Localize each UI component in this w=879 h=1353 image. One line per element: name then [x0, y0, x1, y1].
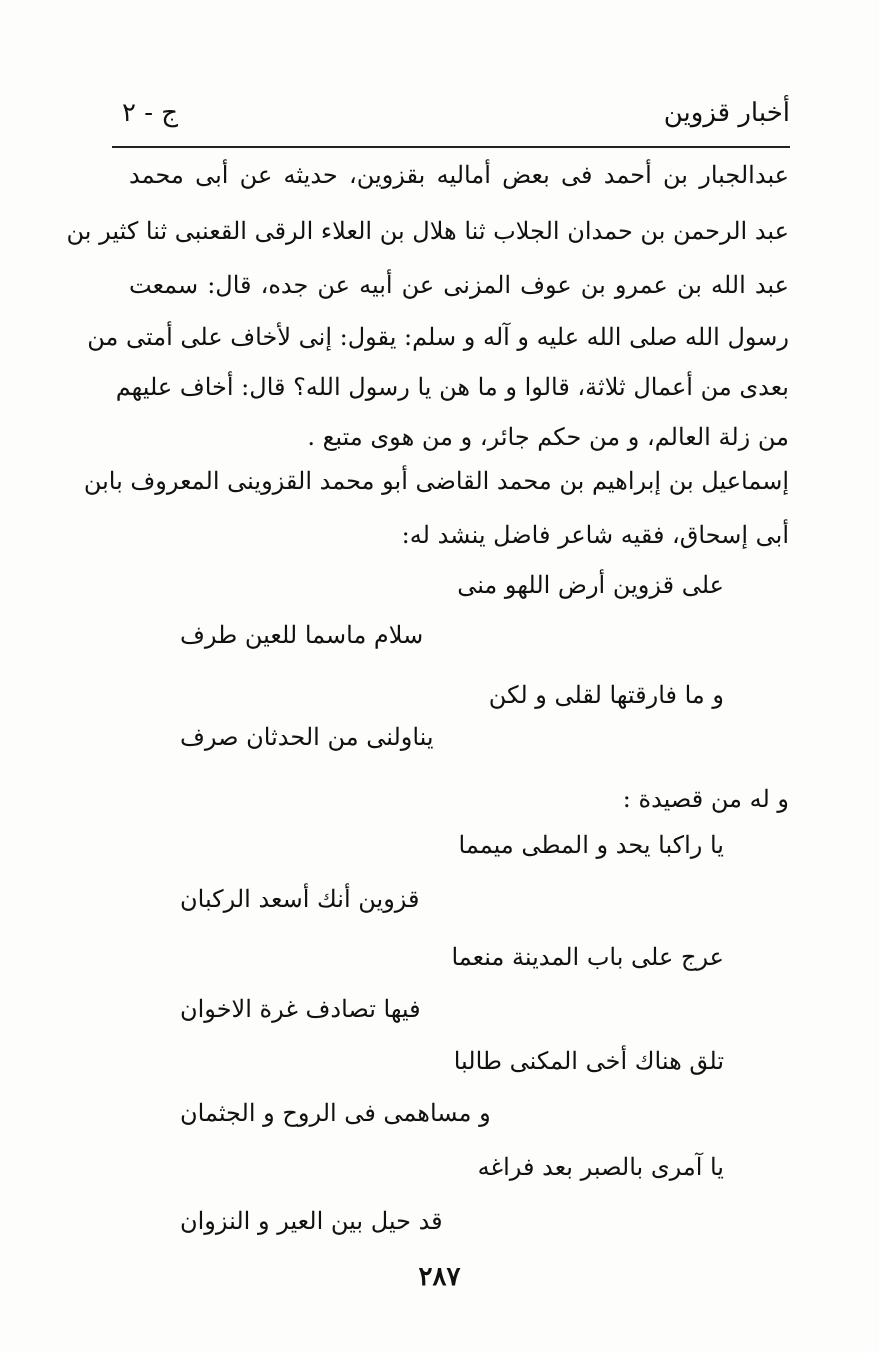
- running-header: [112, 92, 790, 138]
- verse-hemistich: قد حيل بين العير و النزوان: [180, 1207, 443, 1235]
- verse-hemistich: و ما فارقتها لقلى و لكن: [488, 681, 724, 709]
- verse-hemistich: تلق هناك أخى المكنى طالبا: [453, 1047, 724, 1075]
- poem-introduction: و له من قصيدة :: [622, 785, 789, 813]
- page-number: ٢٨٧: [418, 1262, 461, 1292]
- text-line: رسول الله صلى الله عليه و آله و سلم: يقول: إنى لأخاف على أمتى من: [87, 323, 789, 351]
- header-divider: [112, 146, 790, 148]
- text-line: بعدى من أعمال ثلاثة، قالوا و ما هن يا رسول الله؟ قال: أخاف عليهم: [115, 373, 789, 401]
- verse-hemistich: فيها تصادف غرة الاخوان: [180, 995, 421, 1023]
- text-line: عبد الرحمن بن حمدان الجلاب ثنا هلال بن العلاء الرقى القعنبى ثنا كثير بن: [66, 217, 789, 245]
- verse-hemistich: قزوين أنك أسعد الركبان: [180, 885, 420, 913]
- text-line: عبد الله بن عمرو بن عوف المزنى عن أبيه عن جده، قال: سمعت: [129, 271, 789, 299]
- verse-hemistich: و مساهمى فى الروح و الجثمان: [180, 1099, 491, 1127]
- verse-hemistich: على قزوين أرض اللهو منى: [457, 571, 724, 599]
- verse-hemistich: عرج على باب المدينة منعما: [451, 943, 724, 971]
- verse-hemistich: يا راكبا يحد و المطى ميمما: [458, 831, 724, 859]
- verse-hemistich: يناولنى من الحدثان صرف: [180, 723, 434, 751]
- text-line: من زلة العالم، و من حكم جائر، و من هوى متبع .: [307, 423, 789, 451]
- volume-number: ج - ٢: [122, 98, 179, 128]
- text-line: أبى إسحاق، فقيه شاعر فاضل ينشد له:: [401, 521, 789, 549]
- verse-hemistich: سلام ماسما للعين طرف: [180, 621, 424, 649]
- verse-hemistich: يا آمرى بالصبر بعد فراغه: [477, 1153, 724, 1181]
- text-line: عبدالجبار بن أحمد فى بعض أماليه بقزوين، حديثه عن أبى محمد: [129, 161, 789, 189]
- biography-heading-line: إسماعيل بن إبراهيم بن محمد القاضى أبو محمد القزوينى المعروف بابن: [83, 467, 789, 495]
- book-title: أخبار قزوين: [663, 98, 790, 128]
